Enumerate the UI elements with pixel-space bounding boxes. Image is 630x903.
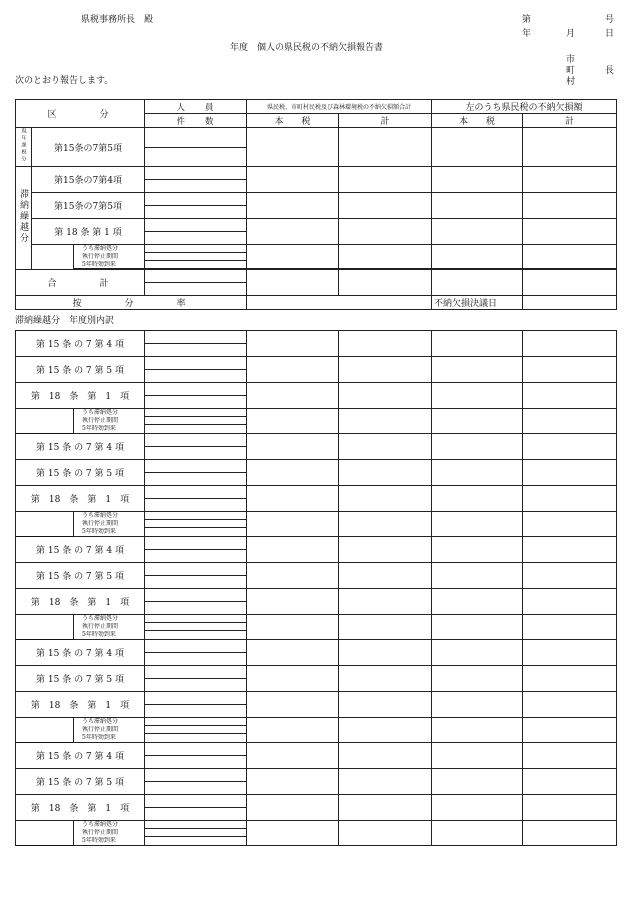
- row-total: 合 計: [16, 270, 145, 296]
- bd-row-18-1: 第 18 条 第 1 項: [16, 795, 145, 821]
- city-chou: 長: [605, 66, 615, 76]
- sub-tainou: うち滞納処分: [74, 245, 145, 253]
- bd-row-15-7-4: 第 15 条 の 7 第 4 項: [16, 537, 145, 563]
- bd-row-15-7-5: 第 15 条 の 7 第 5 項: [16, 460, 145, 486]
- bd-row-15-7-4: 第 15 条 の 7 第 4 項: [16, 640, 145, 666]
- bd-sub-shikkou: 執行停止期間: [74, 726, 145, 734]
- header-honzei: 本 税: [247, 114, 339, 128]
- bd-sub-jikou: 5年時効到来: [74, 837, 145, 846]
- city-machi: 町: [566, 66, 576, 76]
- bd-row-18-1: 第 18 条 第 1 項: [16, 383, 145, 409]
- city-mura: 村: [566, 77, 576, 87]
- page-title: 年度 個人の県民税の不納欠損報告書: [230, 43, 384, 53]
- bd-sub-shikkou: 執行停止期間: [74, 520, 145, 528]
- sub-jikou: 5年時効到来: [74, 261, 145, 269]
- bd-row-15-7-4: 第 15 条 の 7 第 4 項: [16, 331, 145, 357]
- bd-sub-jikou: 5年時効到来: [74, 425, 145, 434]
- recipient: 県税事務所長 殿: [81, 15, 154, 25]
- bd-row-15-7-4: 第 15 条 の 7 第 4 項: [16, 743, 145, 769]
- row-arrears-15-7-4: 第15条の7第4項: [32, 167, 145, 193]
- date-month: 月: [566, 29, 576, 39]
- bd-sub-tainou: うち滞納処分: [74, 512, 145, 520]
- date-year: 年: [522, 29, 532, 39]
- number-gou: 号: [605, 15, 615, 25]
- bd-row-15-7-4: 第 15 条 の 7 第 4 項: [16, 434, 145, 460]
- bd-sub-tainou: うち滞納処分: [74, 409, 145, 417]
- bd-row-15-7-5: 第 15 条 の 7 第 5 項: [16, 666, 145, 692]
- row-arrears-15-7-5: 第15条の7第5項: [32, 193, 145, 219]
- number-dai: 第: [522, 15, 532, 25]
- bd-sub-tainou: うち滞納処分: [74, 821, 145, 829]
- date-day: 日: [605, 29, 615, 39]
- header-pref-group: 左のうち県民税の不納欠損額: [432, 100, 617, 114]
- breakdown-table: [15, 330, 617, 846]
- bd-row-15-7-5: 第 15 条 の 7 第 5 項: [16, 563, 145, 589]
- city-shi: 市: [566, 55, 576, 65]
- row-bunritsu: 按 分 率: [16, 296, 247, 310]
- summary-table: [15, 99, 617, 310]
- kesson-date-label: 不納欠損決議日: [432, 296, 523, 310]
- bd-sub-jikou: 5年時効到来: [74, 631, 145, 640]
- header-kei: 計: [339, 114, 432, 128]
- bd-row-18-1: 第 18 条 第 1 項: [16, 692, 145, 718]
- bd-row-18-1: 第 18 条 第 1 項: [16, 486, 145, 512]
- side-arrears: 滞納繰越分: [16, 167, 32, 270]
- bd-row-18-1: 第 18 条 第 1 項: [16, 589, 145, 615]
- bd-sub-tainou: うち滞納処分: [74, 615, 145, 623]
- bd-sub-tainou: うち滞納処分: [74, 718, 145, 726]
- side-current: 現年課税分: [16, 128, 32, 167]
- header-kubun: 区 分: [16, 100, 145, 128]
- header-kensu: 件 数: [145, 114, 247, 128]
- bd-row-15-7-5: 第 15 条 の 7 第 5 項: [16, 357, 145, 383]
- bd-sub-shikkou: 執行停止期間: [74, 417, 145, 425]
- header-honzei-2: 本 税: [432, 114, 523, 128]
- breakdown-heading: 滞納繰越分 年度別内訳: [15, 316, 115, 326]
- header-jinin: 人 員: [145, 100, 247, 114]
- bd-sub-shikkou: 執行停止期間: [74, 623, 145, 631]
- bd-sub-shikkou: 執行停止期間: [74, 829, 145, 837]
- bd-sub-jikou: 5年時効到来: [74, 528, 145, 537]
- intro-text: 次のとおり報告します。: [15, 76, 114, 86]
- bd-row-15-7-5: 第 15 条 の 7 第 5 項: [16, 769, 145, 795]
- bd-sub-jikou: 5年時効到来: [74, 734, 145, 743]
- sub-shikkou: 執行停止期間: [74, 253, 145, 261]
- row-arrears-18-1: 第 18 条 第 1 項: [32, 219, 145, 245]
- header-kei-2: 計: [523, 114, 617, 128]
- row-current-15-7-5: 第15条の7第5項: [32, 128, 145, 167]
- header-total-group: 県民税、市町村民税及び森林環境税の不納欠損額合計: [247, 100, 432, 114]
